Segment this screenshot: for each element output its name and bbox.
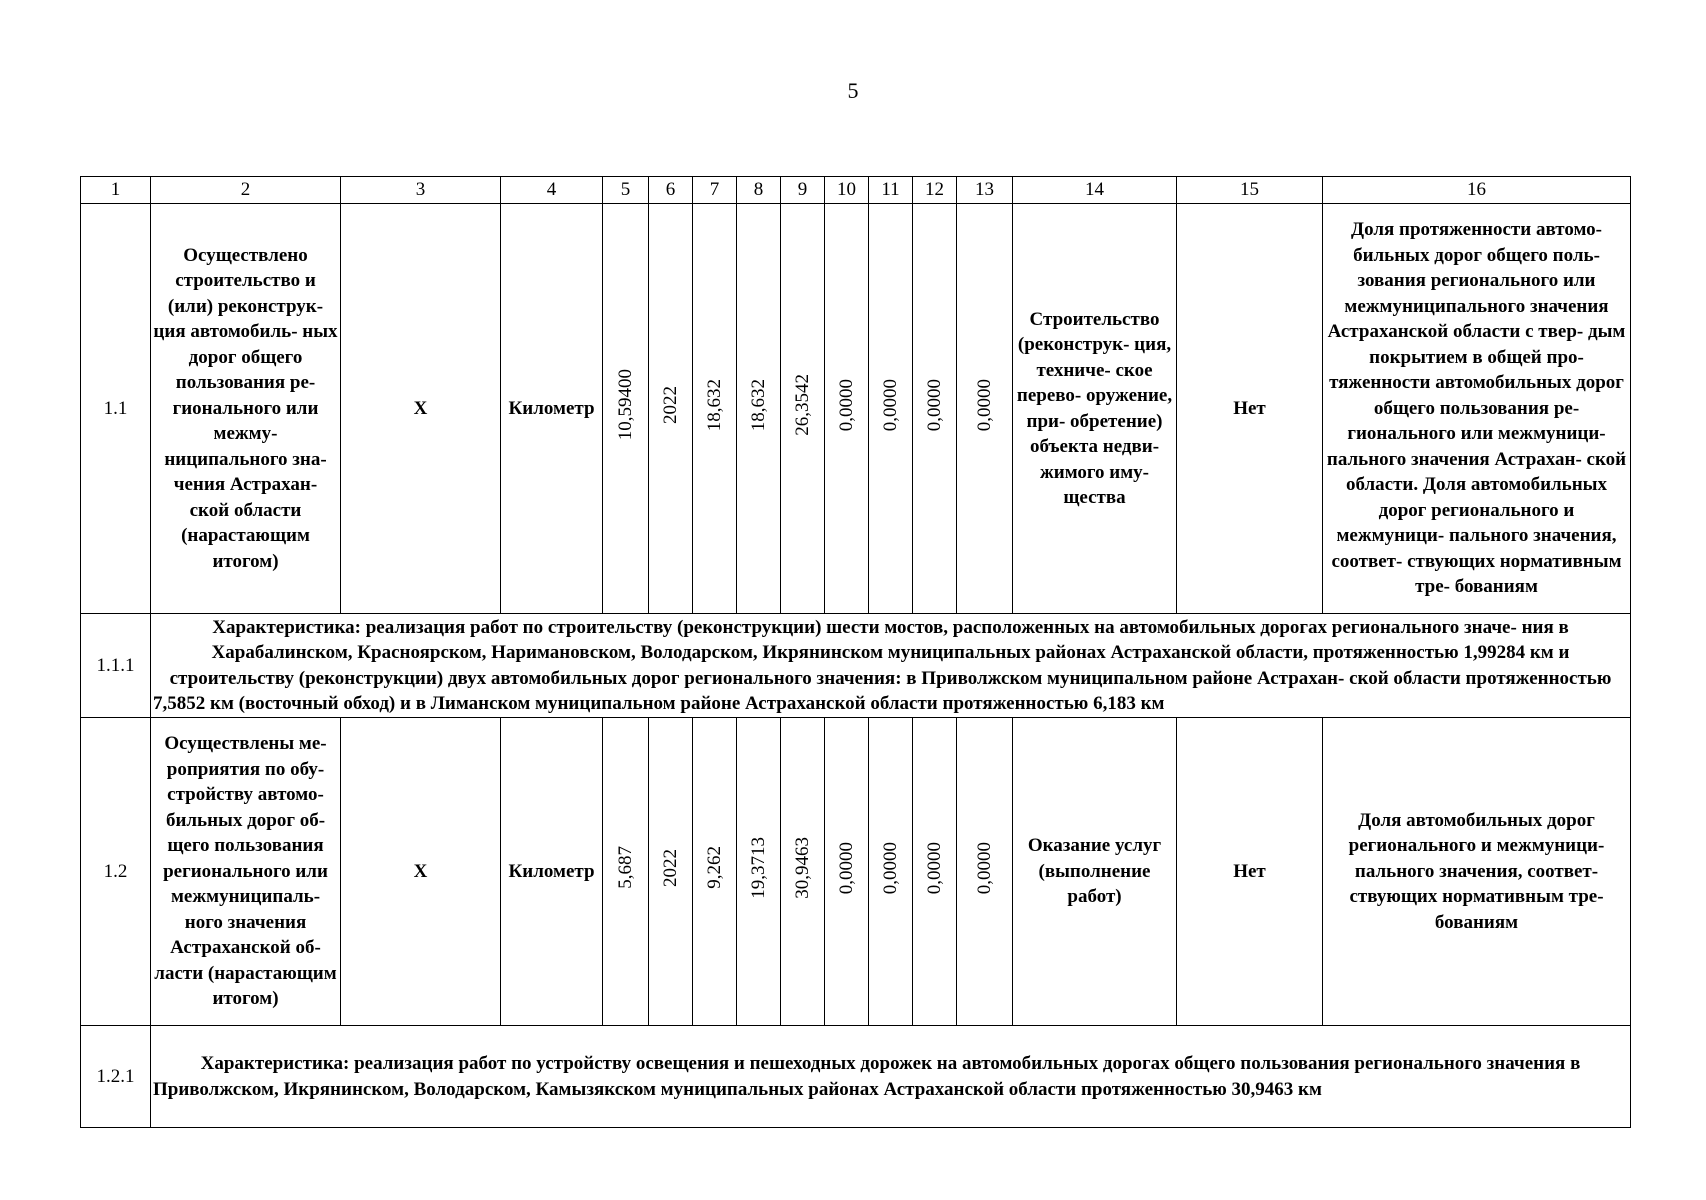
value-cell <box>825 718 869 1026</box>
header-row <box>81 177 1631 204</box>
unit-cell: Километр <box>501 204 603 614</box>
header-cell: 14 <box>1013 177 1177 204</box>
header-cell: 6 <box>649 177 693 204</box>
indicator-cell: Доля протяженности автомо- бильных дорог общего поль- зования регионального или межмуниципального значения Астраханской области с твер- дым покрытием в общей про- тяженности автомобильных дорог общего пользования ре- гионального или межмуници- пального значения Астрахан- ской области. Доля автомобильных дорог регионального и межмуници- пального значения, соответ- ствующих нормативным тре- бованиям <box>1323 204 1631 614</box>
characteristic-text: Характеристика: реализация работ по строительству (реконструкции) шести мостов, расположенных на автомобильных дорогах регионального значе- ния в Харабалинском, Красноярском, Наримановском, Володарском, Икрянинском муниципальных районах Астраханской области, протяженностью 1,99284 км и строительству (реконструкции) двух автомобильных дорог регионального значения: в Приволжском муниципальном районе Астрахан- ской области протяженностью 7,5852 км (восточный обход) и в Лиманском муниципальном районе Астраханской области протяженностью 6,183 км <box>151 614 1631 718</box>
object-type: Оказание услуг (выполнение работ) <box>1013 718 1177 1026</box>
value-cell <box>693 204 737 614</box>
value-cell <box>737 204 781 614</box>
value-7: 9,262 <box>703 846 725 890</box>
header-cell: 15 <box>1177 177 1323 204</box>
value-cell <box>737 718 781 1026</box>
value-10: 0,0000 <box>835 378 857 431</box>
value-10: 0,0000 <box>835 841 857 894</box>
value-cell <box>649 204 693 614</box>
value-cell <box>693 718 737 1026</box>
value-7: 18,632 <box>703 378 725 431</box>
unit-cell: Километр <box>501 718 603 1026</box>
value-6: 2022 <box>659 848 681 887</box>
row-number: 1.1 <box>81 204 151 614</box>
row-number: 1.2 <box>81 718 151 1026</box>
characteristic-row <box>81 1026 1631 1128</box>
object-type: Строительство (реконструк- ция, техниче- ское перево- оружение, при- обретение) объекта недви- жимого иму- щества <box>1013 204 1177 614</box>
value-11: 0,0000 <box>879 378 901 431</box>
program-table <box>80 176 1631 1128</box>
characteristic-text: Характеристика: реализация работ по устройству освещения и пешеходных дорожек на автомобильных дорогах общего пользования регионального значения в Приволжском, Икрянинском, Володарском, Камызякском муниципальных районах Астраханской области протяженностью 30,9463 км <box>151 1026 1631 1128</box>
header-cell: 1 <box>81 177 151 204</box>
header-cell: 4 <box>501 177 603 204</box>
value-cell <box>603 718 649 1026</box>
value-cell <box>781 204 825 614</box>
value-cell <box>603 204 649 614</box>
value-9: 30,9463 <box>791 836 813 899</box>
header-cell: 8 <box>737 177 781 204</box>
header-cell: 5 <box>603 177 649 204</box>
value-cell <box>825 204 869 614</box>
header-cell: 10 <box>825 177 869 204</box>
event-name: Осуществлены ме- роприятия по обу- стройству автомо- бильных дорог об- щего пользования регионального или межмуниципаль- ного значения Астраханской об- ласти (нарастающим итогом) <box>151 718 341 1026</box>
header-cell: 13 <box>957 177 1013 204</box>
value-13: 0,0000 <box>973 841 995 894</box>
value-9: 26,3542 <box>791 373 813 436</box>
value-11: 0,0000 <box>879 841 901 894</box>
header-cell: 11 <box>869 177 913 204</box>
value-5: 10,59400 <box>614 369 636 441</box>
header-cell: 16 <box>1323 177 1631 204</box>
col15-value: Нет <box>1177 718 1323 1026</box>
value-cell <box>913 204 957 614</box>
value-13: 0,0000 <box>973 378 995 431</box>
value-cell <box>913 718 957 1026</box>
page-number: 5 <box>847 78 859 103</box>
value-cell <box>781 718 825 1026</box>
value-8: 19,3713 <box>747 836 769 899</box>
value-12: 0,0000 <box>923 378 945 431</box>
characteristic-row <box>81 614 1631 718</box>
value-cell <box>649 718 693 1026</box>
value-cell <box>869 204 913 614</box>
row-number: 1.1.1 <box>81 614 151 718</box>
row-number: 1.2.1 <box>81 1026 151 1128</box>
col15-value: Нет <box>1177 204 1323 614</box>
value-cell <box>869 718 913 1026</box>
value-8: 18,632 <box>747 378 769 431</box>
value-6: 2022 <box>659 385 681 424</box>
col3-value: Х <box>341 204 501 614</box>
table-row <box>81 204 1631 614</box>
header-cell: 2 <box>151 177 341 204</box>
col3-value: Х <box>341 718 501 1026</box>
header-cell: 12 <box>913 177 957 204</box>
header-cell: 3 <box>341 177 501 204</box>
table-row <box>81 718 1631 1026</box>
value-5: 5,687 <box>614 846 636 890</box>
value-cell <box>957 718 1013 1026</box>
header-cell: 7 <box>693 177 737 204</box>
value-cell <box>957 204 1013 614</box>
header-cell: 9 <box>781 177 825 204</box>
indicator-cell: Доля автомобильных дорог регионального и межмуници- пального значения, соответ- ствующих нормативным тре- бованиям <box>1323 718 1631 1026</box>
event-name: Осуществлено строительство и (или) реконструк- ция автомобиль- ных дорог общего пользования ре- гионального или межму- ниципального зна- чения Астрахан- ской области (нарастающим итогом) <box>151 204 341 614</box>
value-12: 0,0000 <box>923 841 945 894</box>
